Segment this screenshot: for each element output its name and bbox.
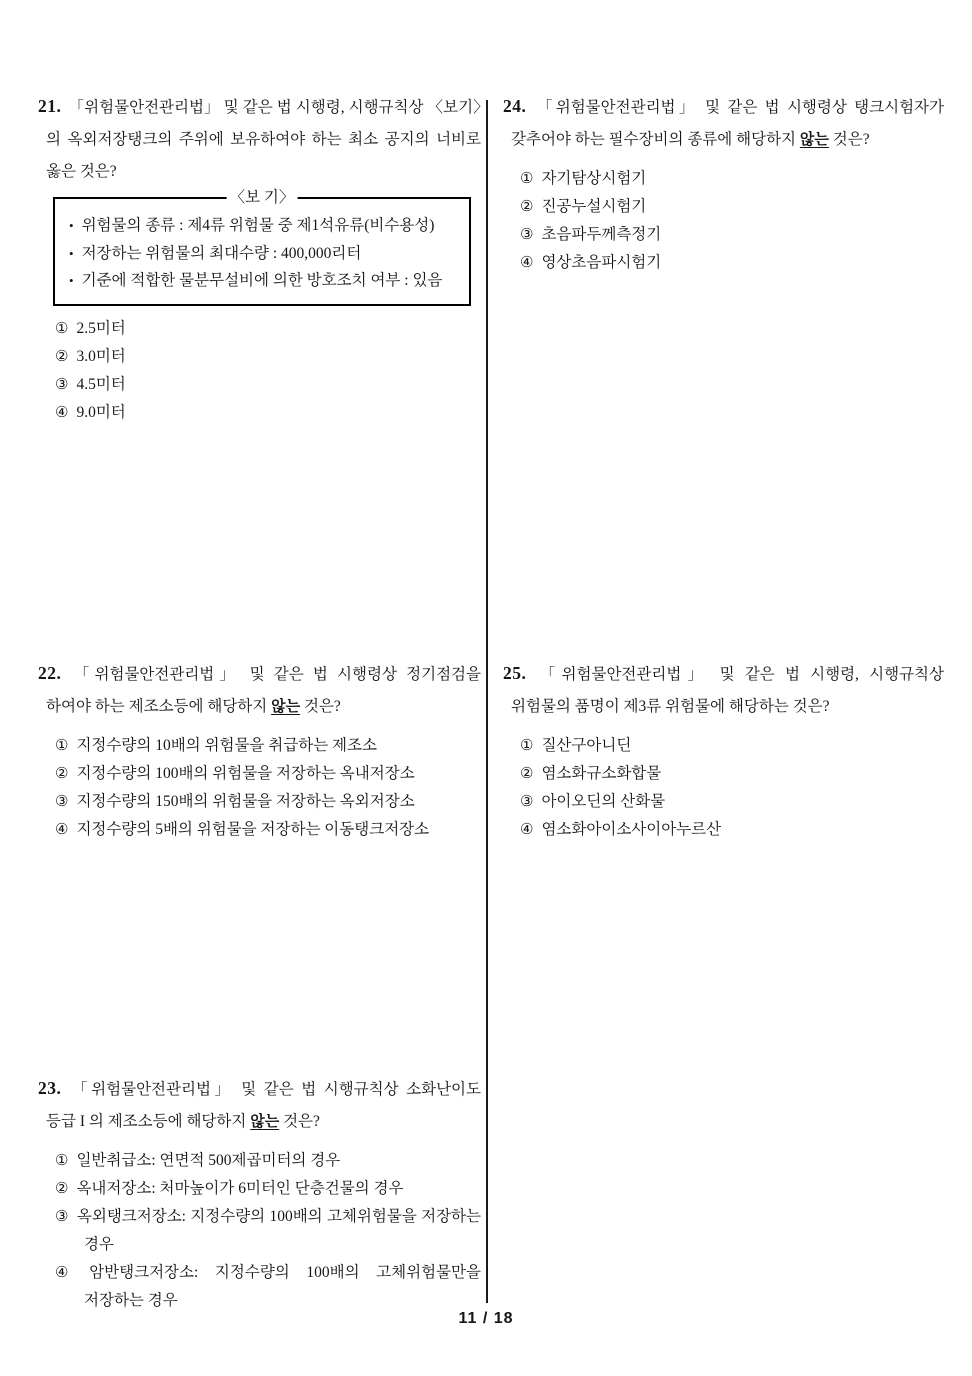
option-2 bbox=[38, 343, 481, 371]
option-1 bbox=[503, 165, 944, 193]
question-22-text bbox=[38, 657, 481, 723]
option-3 bbox=[38, 788, 481, 816]
option-marker: ② bbox=[520, 766, 534, 782]
question-25-text bbox=[503, 657, 944, 723]
example-item-text: 저장하는 위험물의 최대수량 : 400,000리터 bbox=[81, 244, 362, 262]
option-marker: ① bbox=[520, 738, 534, 754]
options-list bbox=[503, 165, 944, 277]
option-1 bbox=[503, 732, 944, 760]
option-3 bbox=[38, 1203, 481, 1259]
option-4 bbox=[503, 816, 944, 844]
question-number: 22. bbox=[38, 663, 62, 683]
question-text-emphasis: 않는 bbox=[799, 131, 829, 148]
option-marker: ② bbox=[55, 348, 69, 365]
option-label: 아이오딘의 산화물 bbox=[541, 793, 666, 810]
option-2 bbox=[38, 760, 481, 788]
question-text-pre: 「위험물안전관리법」 및 같은 법 시행규칙상 소화난이도 등급 I 의 제조소등에 해당하지 bbox=[46, 1081, 481, 1130]
question-23-text bbox=[38, 1072, 481, 1138]
page-footer bbox=[0, 1310, 972, 1328]
option-3 bbox=[503, 788, 944, 816]
option-label: 염소화아이소사이아누르산 bbox=[541, 821, 722, 838]
option-label: 지정수량의 5배의 위험물을 저장하는 이동탱크저장소 bbox=[76, 821, 430, 838]
option-label: 자기탐상시험기 bbox=[541, 170, 647, 187]
option-label: 지정수량의 10배의 위험물을 취급하는 제조소 bbox=[76, 737, 377, 754]
option-4 bbox=[38, 399, 481, 427]
question-25 bbox=[503, 657, 944, 844]
question-number: 24. bbox=[503, 96, 527, 116]
option-4 bbox=[503, 249, 944, 277]
option-4 bbox=[38, 1259, 481, 1315]
option-label: 일반취급소: 연면적 500제곱미터의 경우 bbox=[76, 1152, 341, 1169]
option-marker: ④ bbox=[55, 822, 69, 838]
question-number: 25. bbox=[503, 663, 527, 683]
question-text-pre: 「위험물안전관리법」 및 같은 법 시행령, 시행규칙상 〈보기〉의 옥외저장탱크의 주위에 보유하여야 하는 최소 공지의 너비로 옳은 것은? bbox=[46, 99, 481, 180]
example-item-text: 기준에 적합한 물분무설비에 의한 방호조치 여부 : 있음 bbox=[81, 272, 443, 289]
option-marker: ④ bbox=[520, 255, 534, 271]
bullet-icon: • bbox=[69, 218, 74, 233]
option-label: 9.0미터 bbox=[76, 403, 126, 421]
options-list bbox=[38, 315, 481, 427]
question-text-pre: 「위험물안전관리법」 및 같은 법 시행령상 탱크시험자가 갖추어야 하는 필수장비의 종류에 해당하지 bbox=[511, 99, 944, 148]
option-1 bbox=[38, 315, 481, 343]
option-label: 3.0미터 bbox=[76, 347, 126, 365]
options-list bbox=[38, 1147, 481, 1315]
option-1 bbox=[38, 1147, 481, 1175]
bullet-icon: • bbox=[69, 245, 74, 261]
question-21 bbox=[38, 90, 481, 427]
question-22 bbox=[38, 657, 481, 844]
question-21-text bbox=[38, 90, 481, 188]
option-label: 염소화규소화합물 bbox=[541, 765, 662, 782]
example-item bbox=[67, 212, 461, 240]
options-list bbox=[38, 732, 481, 844]
example-item bbox=[67, 267, 461, 295]
question-number: 23. bbox=[38, 1078, 62, 1098]
bullet-icon: • bbox=[69, 273, 74, 288]
option-label: 영상초음파시험기 bbox=[541, 254, 662, 271]
option-label: 암반탱크저장소: 지정수량의 100배의 고체위험물만을 저장하는 경우 bbox=[84, 1264, 481, 1309]
option-marker: ③ bbox=[520, 794, 534, 810]
option-marker: ③ bbox=[55, 376, 69, 393]
options-list bbox=[503, 732, 944, 844]
question-text-pre: 「위험물안전관리법」 및 같은 법 시행령, 시행규칙상 위험물의 품명이 제3류 위험물에 해당하는 것은? bbox=[511, 666, 944, 715]
option-marker: ③ bbox=[55, 794, 69, 810]
column-divider bbox=[486, 100, 488, 1303]
question-text-emphasis: 않는 bbox=[271, 698, 301, 715]
option-marker: ④ bbox=[520, 822, 534, 838]
example-item-text: 위험물의 종류 : 제4류 위험물 중 제1석유류(비수용성) bbox=[81, 217, 435, 234]
example-item bbox=[67, 240, 461, 268]
option-marker: ④ bbox=[55, 404, 69, 421]
example-box bbox=[53, 189, 471, 306]
question-23 bbox=[38, 1072, 481, 1315]
question-24-text bbox=[503, 90, 944, 156]
question-24 bbox=[503, 90, 944, 277]
question-text-emphasis: 않는 bbox=[250, 1113, 280, 1130]
option-3 bbox=[38, 371, 481, 399]
right-column bbox=[503, 0, 944, 1376]
option-4 bbox=[38, 816, 481, 844]
question-text-post: 것은? bbox=[828, 131, 870, 148]
option-marker: ② bbox=[520, 199, 534, 215]
question-text-post: 것은? bbox=[279, 1113, 320, 1130]
option-label: 4.5미터 bbox=[76, 375, 126, 393]
option-marker: ② bbox=[55, 766, 69, 782]
question-text-post: 것은? bbox=[300, 698, 341, 715]
option-marker: ① bbox=[55, 320, 69, 337]
option-marker: ① bbox=[55, 738, 69, 754]
option-label: 초음파두께측정기 bbox=[541, 226, 662, 243]
option-3 bbox=[503, 221, 944, 249]
example-box-title: 〈보 기〉 bbox=[227, 187, 298, 209]
option-label: 옥내저장소: 처마높이가 6미터인 단층건물의 경우 bbox=[76, 1180, 404, 1197]
question-number: 21. bbox=[38, 96, 62, 116]
option-marker: ④ bbox=[55, 1265, 82, 1281]
option-label: 진공누설시험기 bbox=[541, 198, 647, 215]
question-text-pre: 「위험물안전관리법」 및 같은 법 시행령상 정기점검을 하여야 하는 제조소등에 해당하지 bbox=[46, 666, 481, 715]
option-marker: ① bbox=[520, 171, 534, 187]
option-marker: ① bbox=[55, 1153, 69, 1169]
option-1 bbox=[38, 732, 481, 760]
option-2 bbox=[38, 1175, 481, 1203]
example-box-list bbox=[67, 212, 461, 295]
option-2 bbox=[503, 760, 944, 788]
option-label: 옥외탱크저장소: 지정수량의 100배의 고체위험물을 저장하는 경우 bbox=[76, 1208, 481, 1253]
option-marker: ② bbox=[55, 1181, 69, 1197]
option-marker: ③ bbox=[55, 1209, 69, 1225]
option-2 bbox=[503, 193, 944, 221]
left-column bbox=[38, 0, 481, 1376]
option-marker: ③ bbox=[520, 227, 534, 243]
option-label: 지정수량의 150배의 위험물을 저장하는 옥외저장소 bbox=[76, 793, 415, 810]
option-label: 지정수량의 100배의 위험물을 저장하는 옥내저장소 bbox=[76, 765, 415, 782]
page-number: 11 / 18 bbox=[458, 1310, 514, 1327]
option-label: 2.5미터 bbox=[76, 319, 126, 337]
option-label: 질산구아니딘 bbox=[541, 737, 632, 754]
